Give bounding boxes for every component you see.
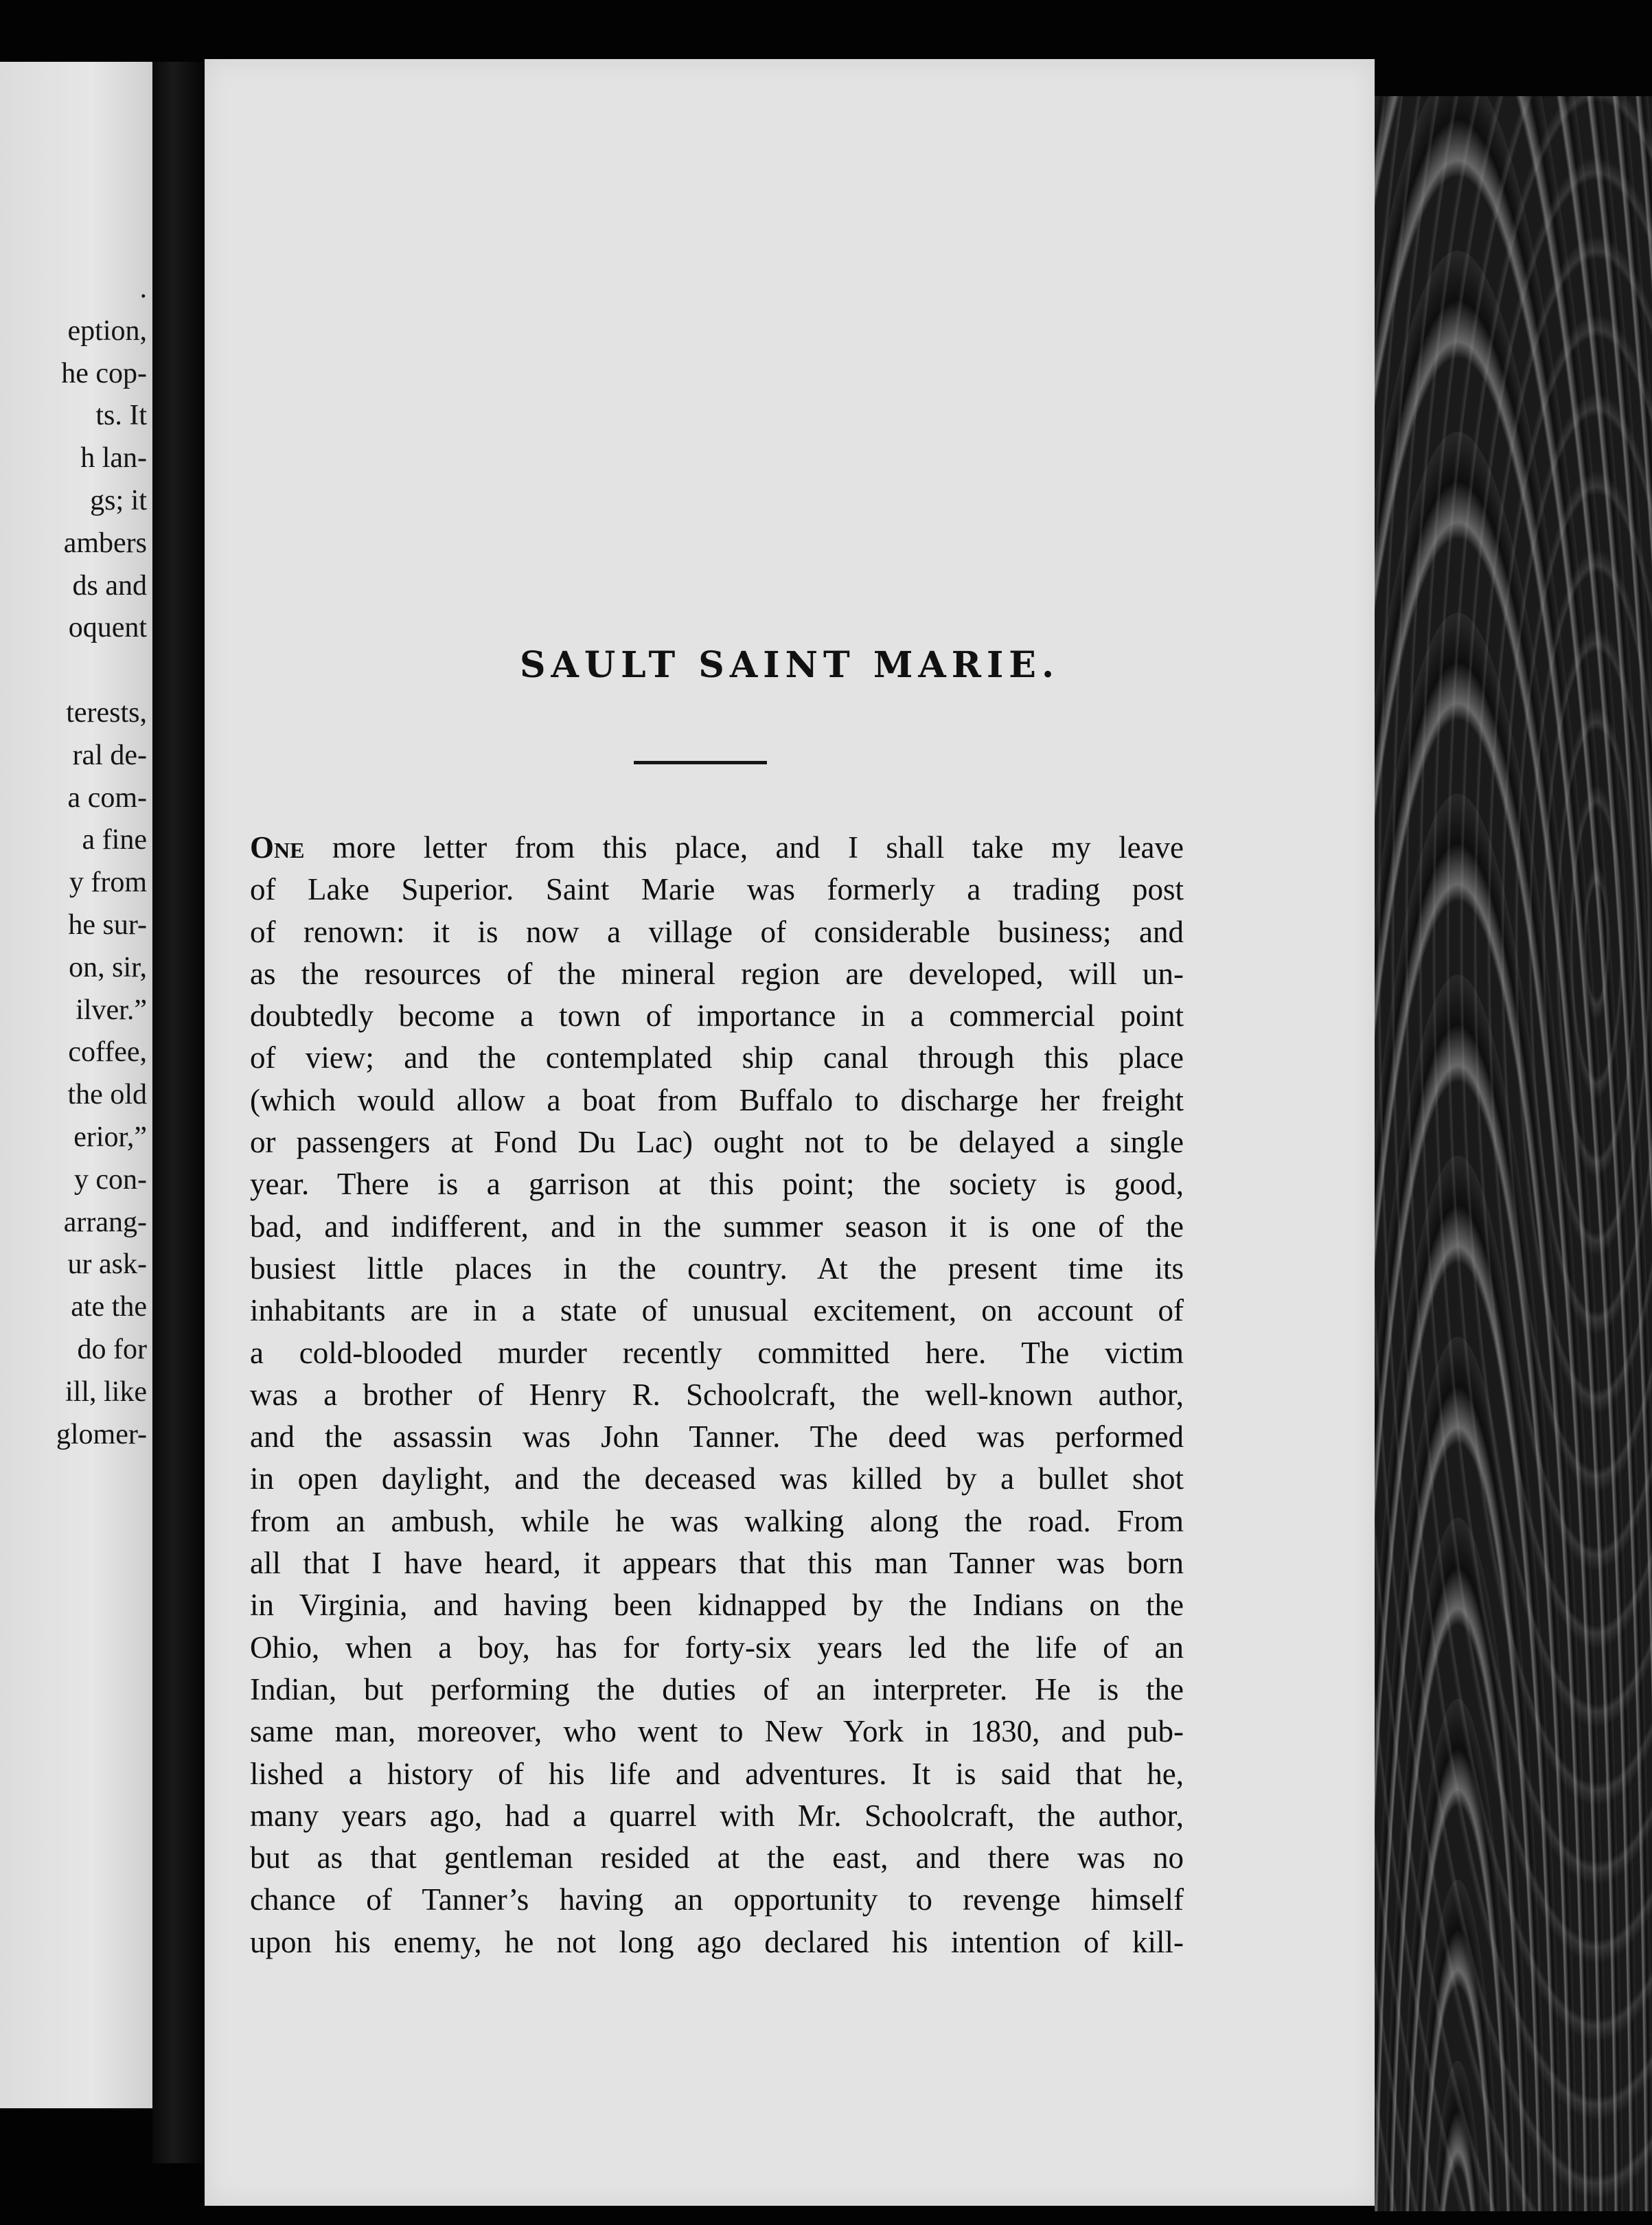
text-line: (which would allow a boat from Buffalo to discharge her freight [250, 1082, 1184, 1117]
text-line: a cold-blooded murder recently committed here. The victim [250, 1335, 1184, 1370]
marbled-page-edge [1375, 96, 1652, 2211]
book-gutter [152, 62, 205, 2163]
facing-line: terests, [66, 696, 147, 729]
text-line: in Virginia, and having been kidnapped by the Indians on the [250, 1588, 1184, 1623]
text-line: upon his enemy, he not long ago declared his intention of kill- [250, 1924, 1184, 1959]
text-line: same man, moreover, who went to New York in 1830, and pub- [250, 1714, 1184, 1749]
facing-line: glomer- [56, 1418, 147, 1450]
facing-line: eption, [67, 315, 147, 347]
text-line: busiest little places in the country. At the present time its [250, 1251, 1184, 1286]
facing-line [0, 650, 147, 692]
text-line: of view; and the contemplated ship canal through this place [250, 1040, 1184, 1075]
facing-line: gs; it [90, 484, 147, 516]
facing-line: ur ask- [67, 1248, 147, 1281]
text-line: of renown: it is now a village of considerable business; and [250, 914, 1184, 949]
text-line: was a brother of Henry R. Schoolcraft, the well-known author, [250, 1377, 1184, 1412]
facing-line: ambers [63, 527, 147, 559]
facing-line: oquent [68, 612, 147, 644]
facing-line: do for [77, 1333, 147, 1365]
facing-page-text [0, 268, 147, 1456]
text-line: bad, and indifferent, and in the summer season it is one of the [250, 1209, 1184, 1244]
lead-word: One [250, 830, 305, 865]
text-line: in open daylight, and the deceased was killed by a bullet shot [250, 1461, 1184, 1496]
text-line: chance of Tanner’s having an opportunity to revenge himself [250, 1882, 1184, 1917]
facing-line: ate the [71, 1291, 147, 1323]
facing-line: ilver.” [76, 994, 147, 1026]
text-line: but as that gentleman resided at the east, and there was no [250, 1840, 1184, 1875]
facing-line: he cop- [61, 357, 147, 389]
text-line: from an ambush, while he was walking along the road. From [250, 1503, 1184, 1538]
facing-line: on, sir, [69, 951, 147, 983]
facing-line: arrang- [63, 1206, 147, 1238]
facing-line: y from [69, 867, 147, 899]
text-line: Ohio, when a boy, has for forty-six years led the life of an [250, 1630, 1184, 1665]
text-line: of Lake Superior. Saint Marie was formerly a trading post [250, 872, 1184, 907]
facing-line: the old [67, 1079, 147, 1111]
facing-line: . [139, 273, 147, 304]
show-through-texture [260, 306, 1303, 691]
book-page [205, 59, 1375, 2206]
facing-line: a fine [82, 824, 147, 856]
facing-line: y con- [73, 1163, 147, 1196]
facing-line: coffee, [68, 1036, 147, 1069]
text-line: many years ago, had a quarrel with Mr. Schoolcraft, the author, [250, 1798, 1184, 1833]
text-line: inhabitants are in a state of unusual excitement, on account of [250, 1293, 1184, 1328]
text-line-rest: more letter from this place, and I shall take my leave [304, 830, 1184, 865]
text-line: lished a history of his life and adventures. It is said that he, [250, 1756, 1184, 1791]
body-text [250, 827, 1184, 1963]
facing-line: he sur- [68, 909, 147, 941]
text-line: Indian, but performing the duties of an interpreter. He is the [250, 1671, 1184, 1707]
text-line: all that I have heard, it appears that this man Tanner was born [250, 1546, 1184, 1581]
text-line: doubtedly become a town of importance in a commercial point [250, 999, 1184, 1034]
facing-line: ds and [72, 569, 147, 602]
text-line: or passengers at Fond Du Lac) ought not to be delayed a single [250, 1125, 1184, 1160]
title-rule [634, 761, 767, 764]
text-line: year. There is a garrison at this point; the society is good, [250, 1167, 1184, 1202]
facing-line: erior,” [73, 1121, 147, 1153]
text-line: as the resources of the mineral region are developed, will un- [250, 956, 1184, 991]
facing-line: a com- [67, 781, 147, 814]
text-line [250, 827, 1184, 869]
facing-line: ts. It [95, 400, 147, 432]
text-line: and the assassin was John Tanner. The deed was performed [250, 1419, 1184, 1454]
chapter-title: SAULT SAINT MARIE. [519, 644, 1060, 686]
facing-line: ill, like [65, 1376, 147, 1408]
facing-line: ral de- [72, 739, 147, 771]
facing-line: h lan- [80, 442, 147, 475]
facing-page-left [0, 62, 152, 2108]
